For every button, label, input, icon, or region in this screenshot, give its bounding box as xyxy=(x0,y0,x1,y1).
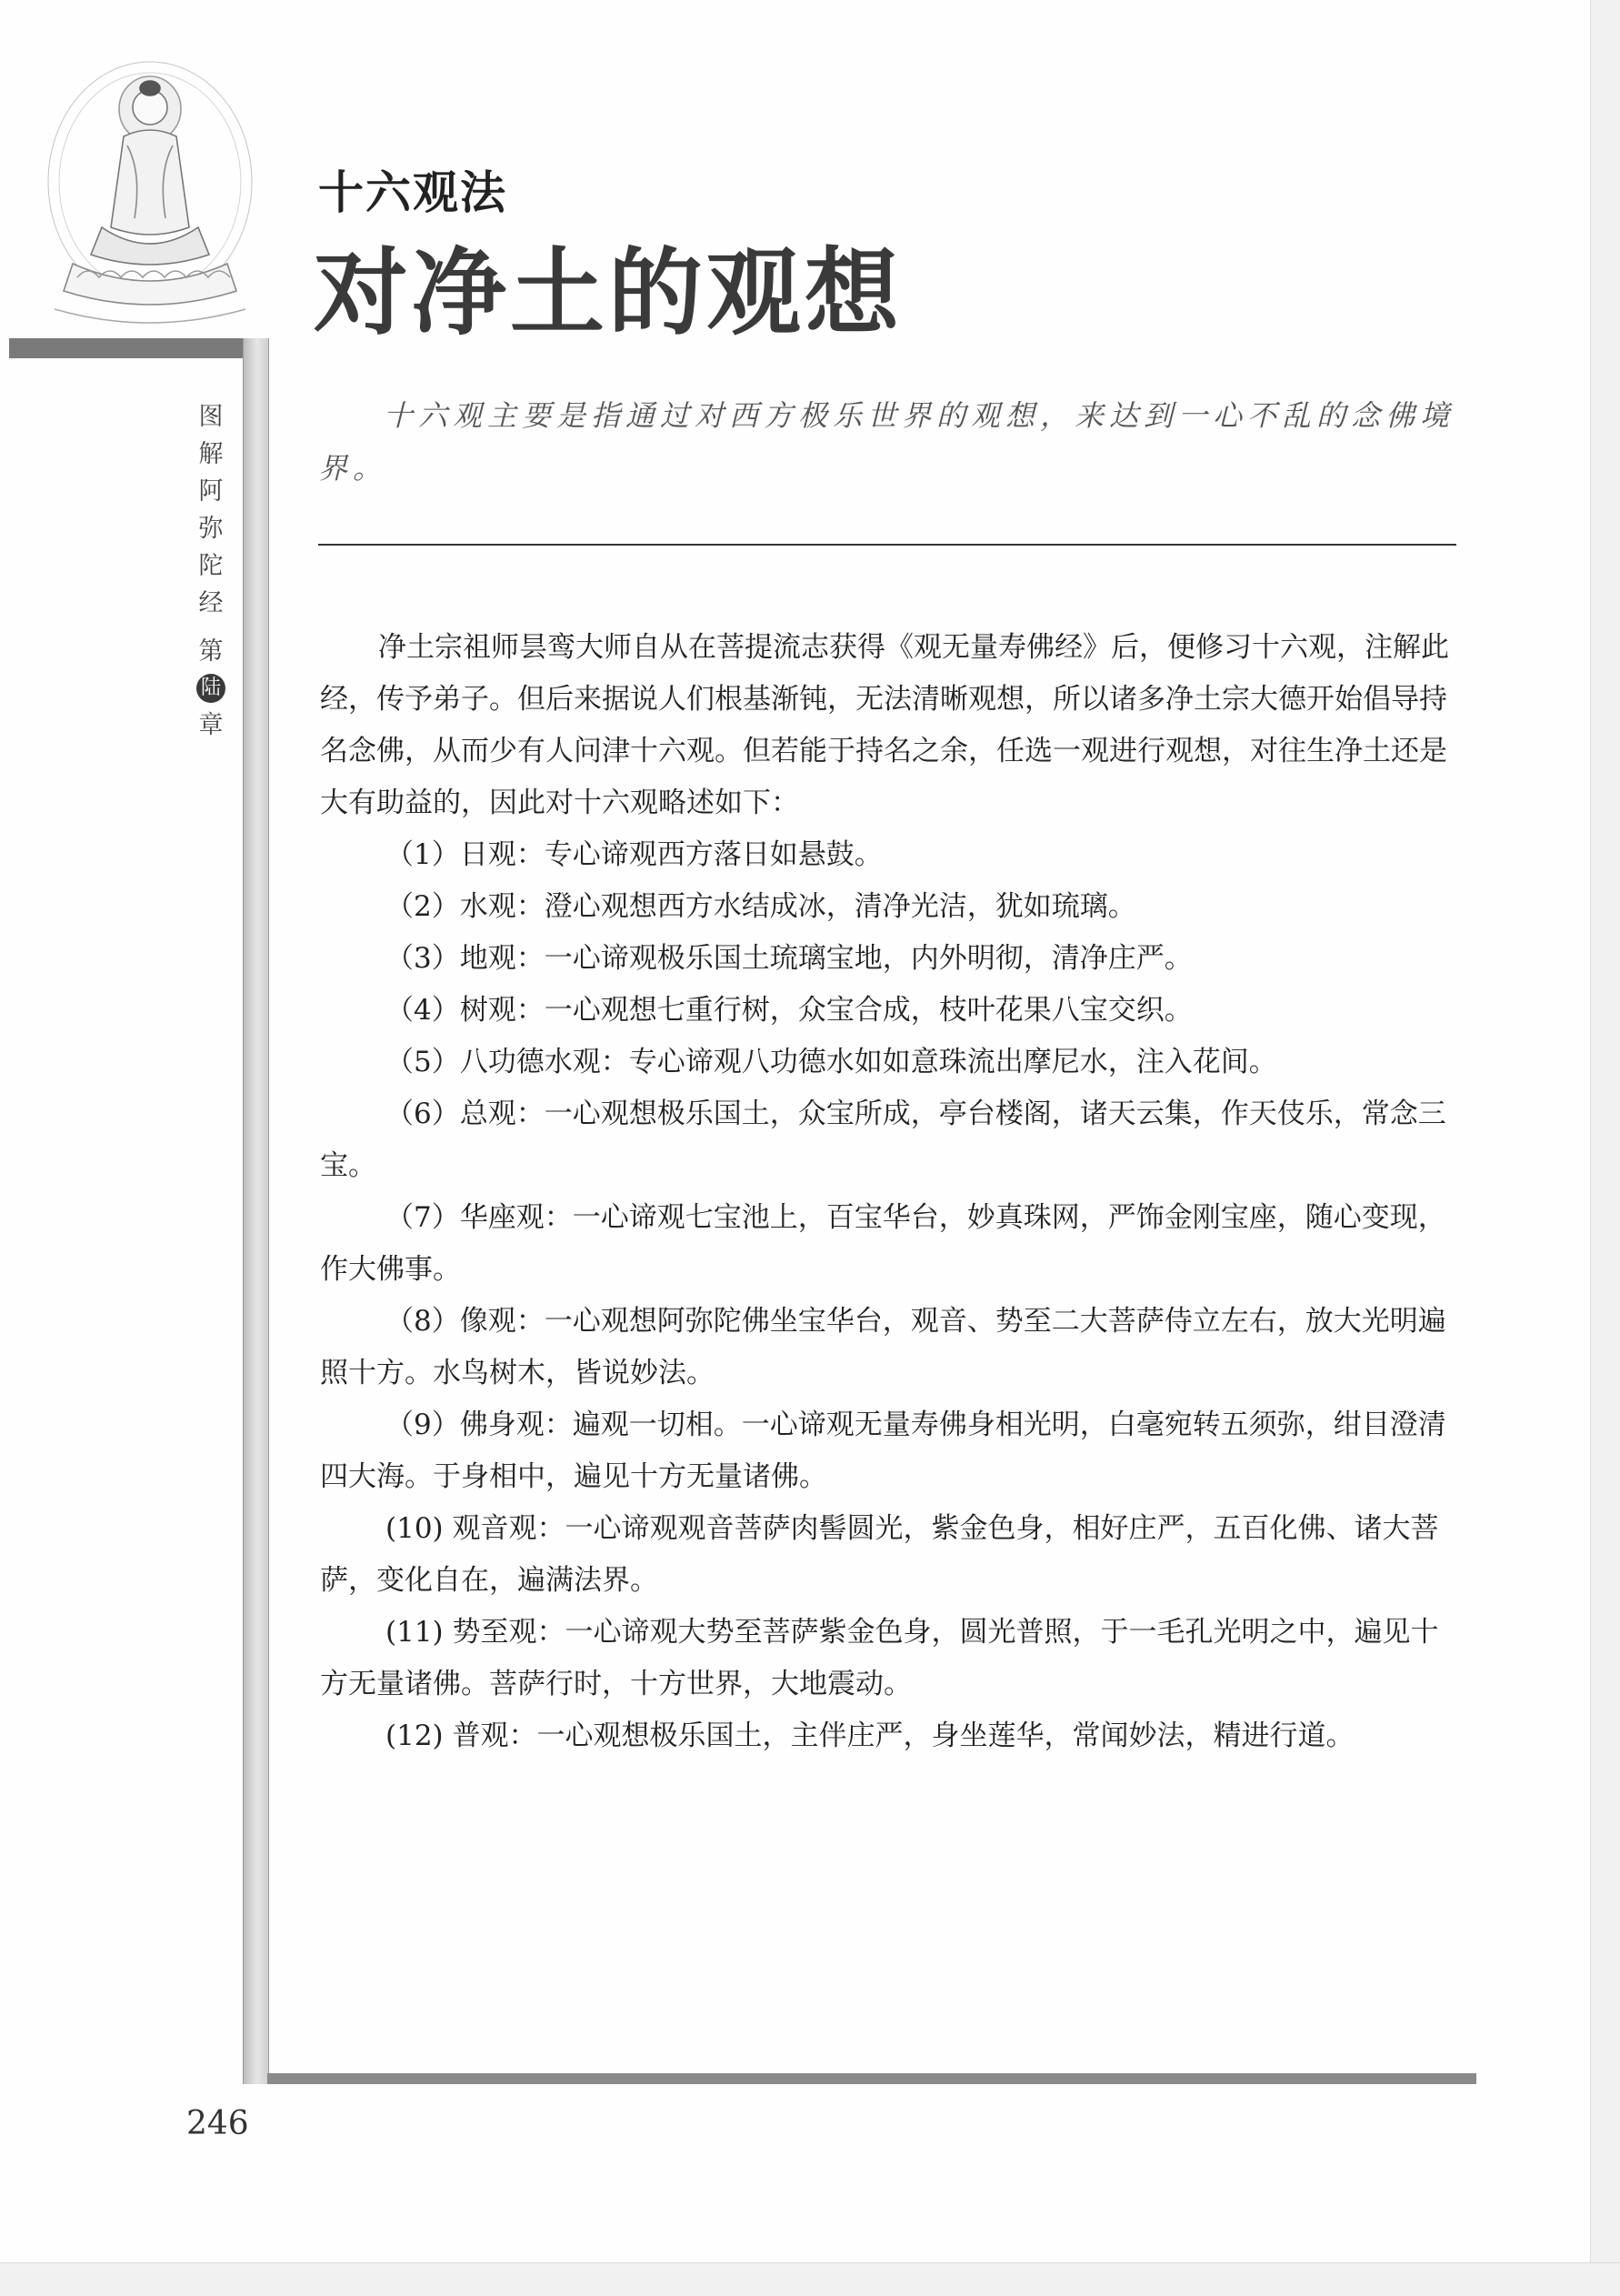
book-title-char: 陀 xyxy=(198,552,224,580)
book-title-char: 阿 xyxy=(198,477,224,506)
header-bar xyxy=(9,338,243,358)
page-number: 246 xyxy=(186,2105,249,2142)
lead-paragraph: 净土宗祖师昙鸾大师自从在菩提流志获得《观无量寿佛经》后，便修习十六观，注解此经，传予弟子。但后来据说人们根基渐钝，无法清晰观想，所以诸多净土宗大德开始倡导持名念佛，从而少有人问津十六观。但若能于持名之余，任选一观进行观想，对往生净土还是大有助益的，因此对十六观略述如下： xyxy=(320,631,1449,819)
buddha-illustration xyxy=(36,45,264,336)
intro-summary: 十六观主要是指通过对西方极乐世界的观想，来达到一心不乱的念佛境界。 xyxy=(318,398,1455,486)
list-item: （3）地观：一心谛观极乐国土琉璃宝地，内外明彻，清净庄严。 xyxy=(385,942,1193,975)
book-title-char: 解 xyxy=(198,440,224,468)
chapter-number-badge: 陆 xyxy=(196,674,225,703)
chapter-sidebar xyxy=(193,398,229,744)
list-item: （6）总观：一心观想极乐国土，众宝所成，亭台楼阁，诸天云集，作天伎乐，常念三宝。 xyxy=(320,1098,1446,1182)
list-item: (11) 势至观：一心谛观大势至菩萨紫金色身，圆光普照，于一毛孔光明之中，遍见十方无量诸佛。菩萨行时，十方世界，大地震动。 xyxy=(320,1616,1439,1700)
list-item: （8）像观：一心观想阿弥陀佛坐宝华台，观音、势至二大菩萨侍立左右，放大光明遍照十方。水鸟树木，皆说妙法。 xyxy=(320,1305,1446,1389)
page-edge-right xyxy=(1590,0,1620,2296)
book-title-char: 经 xyxy=(198,589,224,617)
list-item: （7）华座观：一心谛观七宝池上，百宝华台，妙真珠网，严饰金刚宝座，随心变现，作大佛事。 xyxy=(320,1201,1446,1286)
list-item: （9）佛身观：遍观一切相。一心谛观无量寿佛身相光明，白毫宛转五须弥，绀目澄清四大海。于身相中，遍见十方无量诸佛。 xyxy=(320,1409,1446,1493)
chapter-suffix: 章 xyxy=(198,711,224,739)
footer-bar xyxy=(267,2073,1476,2084)
side-rail xyxy=(243,338,269,2084)
list-item: （5）八功德水观：专心谛观八功德水如如意珠流出摩尼水，注入花间。 xyxy=(385,1046,1277,1078)
list-item: (10) 观音观：一心谛观观音菩萨肉髻圆光，紫金色身，相好庄严，五百化佛、诸大菩萨，变化自在，遍满法界。 xyxy=(320,1512,1439,1597)
chapter-prefix: 第 xyxy=(198,637,224,666)
list-item: (12) 普观：一心观想极乐国土，主伴庄严，身坐莲华，常闻妙法，精进行道。 xyxy=(385,1719,1355,1752)
list-item: （1）日观：专心谛观西方落日如悬鼓。 xyxy=(385,838,883,871)
body-text xyxy=(320,622,1458,1762)
section-subtitle: 十六观法 xyxy=(318,165,507,219)
page-title: 对净土的观想 xyxy=(314,236,904,348)
book-title-char: 图 xyxy=(198,403,224,431)
page-edge-bottom xyxy=(0,2262,1620,2296)
divider-rule xyxy=(318,544,1456,546)
list-item: （4）树观：一心观想七重行树，众宝合成，枝叶花果八宝交织。 xyxy=(385,994,1193,1027)
list-item: （2）水观：澄心观想西方水结成冰，清净光洁，犹如琉璃。 xyxy=(385,890,1136,923)
book-title-char: 弥 xyxy=(198,515,224,543)
